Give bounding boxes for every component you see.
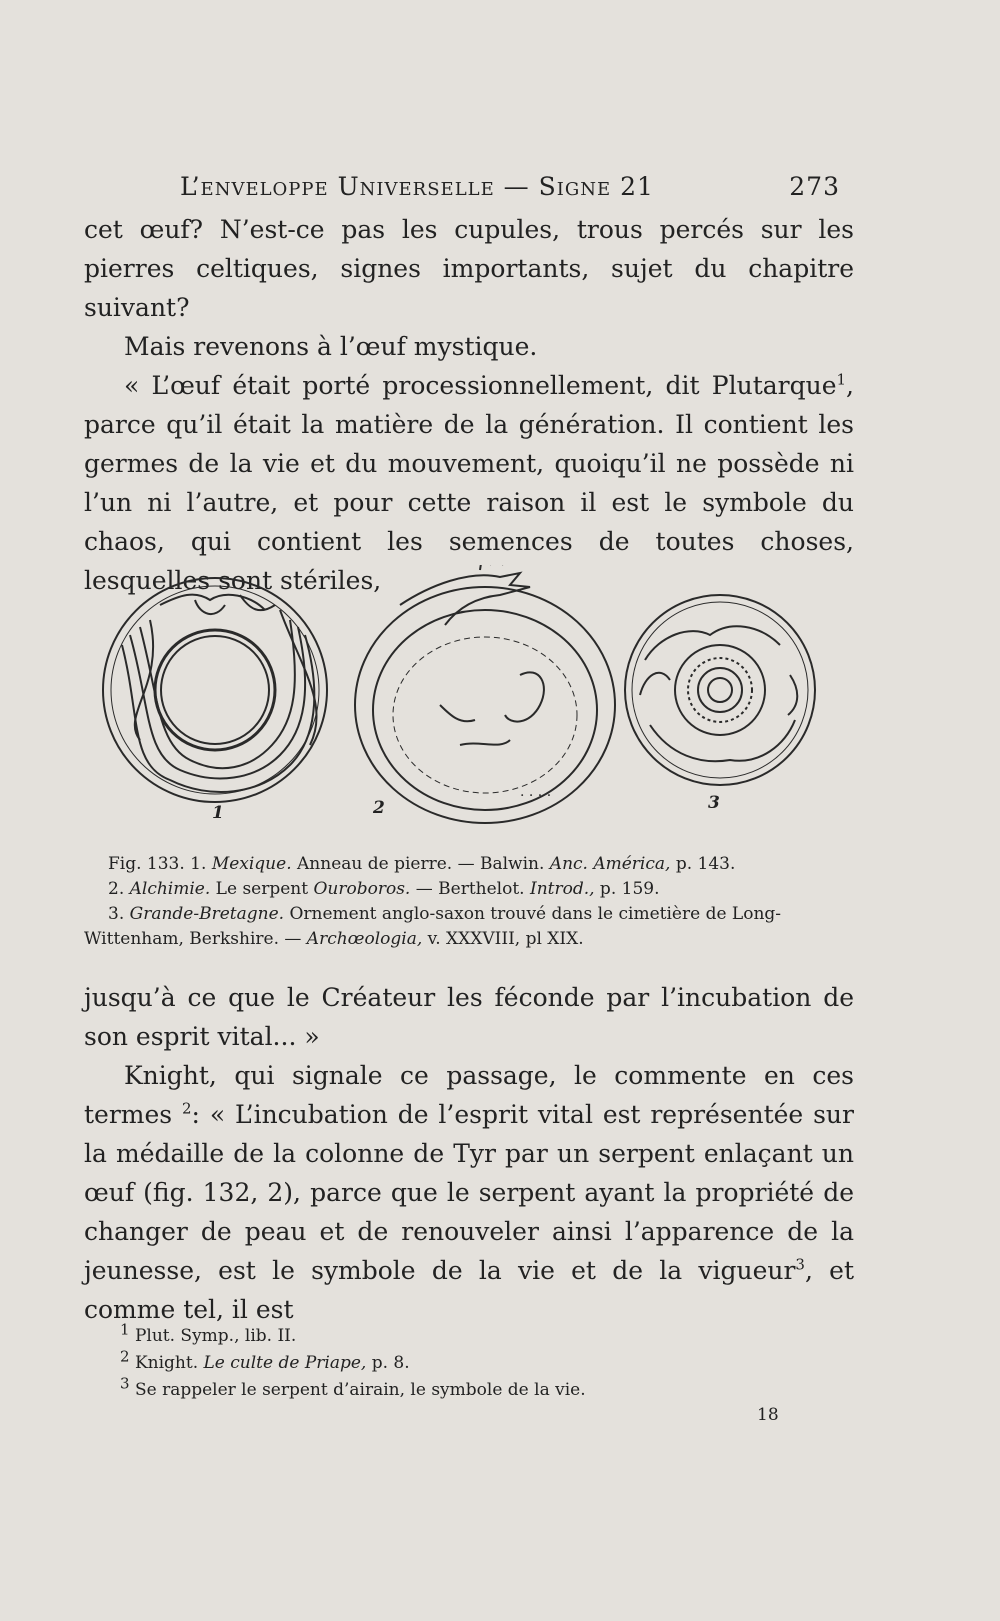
body-text-bottom [84,978,854,1329]
header-title: L’enveloppe Universelle — Signe 21 [180,172,654,201]
paragraph: jusqu’à ce que le Créateur les féconde par l’incubation de son esprit vital... » [84,983,854,1051]
footnotes [120,1320,780,1404]
footnote: $^2$ Knight. Le culte de Priape, p. 8. [120,1347,410,1373]
paragraph: « L’œuf était porté processionnellement, dit Plutarque$^1$, parce qu’il était la matière de la génération. Il contient les germes de la vie et du mouvement, quoiqu’il ne possède ni l’un ni l’autre, et pour cette raison il est le symbole du chaos, qui contient les semences de toutes choses, lesquelles sont stériles, [84,370,854,595]
running-header [180,172,840,201]
figure-label-3: 3 [708,793,720,813]
footnote: $^1$ Plut. Symp., lib. II. [120,1320,297,1346]
paragraph: Mais revenons à l’œuf mystique. [124,332,538,361]
caption-line: Fig. 133. 1. Mexique. Anneau de pierre. — Balwin. Anc. América, p. 143. [108,854,736,874]
footnote-ref: 2 [182,1099,192,1118]
paragraph: Knight, qui signale ce passage, le commente en ces termes $^2$: « L’incubation de l’esprit vital est représentée sur la médaille de la colonne de Tyr par un serpent enlaçant un œuf (fig. 132, 2), parce que le serpent ayant la propriété de changer de peau et de renouveler ainsi l’apparence de la jeunesse, est le symbole de la vie et de la vigueur$^3$, et comme tel, il est [84,1061,854,1324]
page-number: 273 [789,172,840,201]
body-text-top [84,210,854,600]
anglo-saxon-ornament-illustration [625,595,815,785]
ouroboros-illustration [355,565,615,823]
footnote-ref: 1 [836,370,847,389]
stone-ring-illustration [103,578,327,802]
caption-line: 2. Alchimie. Le serpent Ouroboros. — Berthelot. Introd., p. 159. [108,879,660,899]
footnote: $^3$ Se rappeler le serpent d’airain, le symbole de la vie. [120,1374,586,1400]
figure-label-1: 1 [212,803,224,823]
figure-133 [100,565,860,845]
footnote-ref: 3 [795,1255,805,1274]
caption-line: 3. Grande-Bretagne. Ornement anglo-saxon trouvé dans le cimetière de Long-Wittenham, Berkshire. — Archœologia, v. XXXVIII, pl XIX. [84,904,782,949]
paragraph: cet œuf? N’est-ce pas les cupules, trous percés sur les pierres celtiques, signes importants, sujet du chapitre suivant? [84,215,854,322]
svg-text:· · · ·: · · · · [520,788,552,804]
signature-mark: 18 [757,1405,779,1425]
figure-caption [84,852,854,952]
figure-label-2: 2 [373,798,385,818]
